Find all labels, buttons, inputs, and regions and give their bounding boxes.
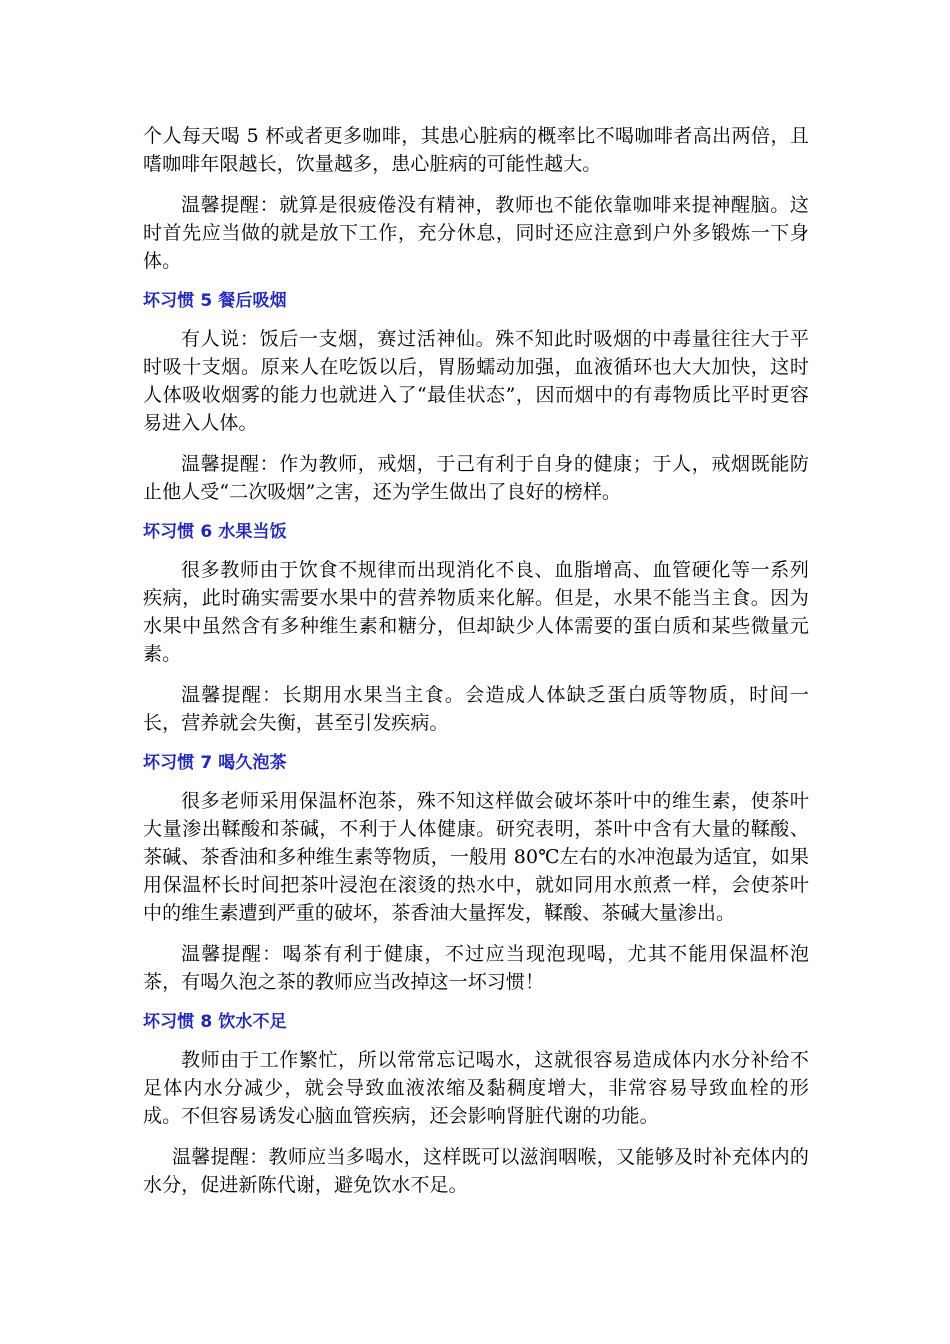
paragraph-smoking: 有人说：饭后一支烟，赛过活神仙。殊不知此时吸烟的中毒量往往大于平时吸十支烟。原来人在吃饭以后，胃肠蠕动加强，血液循环也大大加快，这时人体吸收烟雾的能力也就进入了“最佳状态”，因而烟中的有毒物质比平时更容易进入人体。 [143, 328, 809, 434]
tip-coffee: 温馨提醒：就算是很疲倦没有精神，教师也不能依靠咖啡来提神醒脑。这时首先应当做的就是放下工作，充分休息，同时还应注意到户外多锻炼一下身体。 [143, 194, 809, 272]
tip-smoking: 温馨提醒：作为教师，戒烟，于己有利于自身的健康；于人，戒烟既能防止他人受“二次吸烟”之害，还为学生做出了良好的榜样。 [143, 453, 809, 503]
paragraph-tea: 很多老师采用保温杯泡茶，殊不知这样做会破坏茶叶中的维生素，使茶叶大量渗出鞣酸和茶碱，不利于人体健康。研究表明，茶叶中含有大量的鞣酸、茶碱、茶香油和多种维生素等物质，一般用 80℃左右的水冲泡最为适宜，如果用保温杯长时间把茶叶浸泡在滚烫的热水中，就如同用水煎煮一样，会使茶叶中的维生素遭到严重的破坏，茶香油大量挥发，鞣酸、茶碱大量渗出。 [143, 790, 809, 924]
paragraph-coffee-risk: 个人每天喝 5 杯或者更多咖啡，其患心脏病的概率比不喝咖啡者高出两倍，且嗜咖啡年限越长，饮量越多，患心脏病的可能性越大。 [143, 125, 809, 175]
paragraph-water: 教师由于工作繁忙，所以常常忘记喝水，这就很容易造成体内水分补给不足体内水分减少，就会导致血液浓缩及黏稠度增大，非常容易导致血栓的形成。不但容易诱发心脑血管疾病，还会影响肾脏代谢的功能。 [143, 1049, 809, 1127]
heading-habit-5: 坏习惯 5 餐后吸烟 [143, 291, 287, 311]
article-body [143, 122, 809, 1212]
tip-water: 温馨提醒：教师应当多喝水，这样既可以滋润咽喉，又能够及时补充体内的水分，促进新陈代谢，避免饮水不足。 [143, 1146, 809, 1196]
heading-habit-7: 坏习惯 7 喝久泡茶 [143, 753, 287, 773]
tip-tea: 温馨提醒：喝茶有利于健康，不过应当现泡现喝，尤其不能用保温杯泡茶，有喝久泡之茶的教师应当改掉这一坏习惯！ [143, 943, 809, 993]
paragraph-fruit: 很多教师由于饮食不规律而出现消化不良、血脂增高、血管硬化等一系列疾病，此时确实需要水果中的营养物质来化解。但是，水果不能当主食。因为水果中虽然含有多种维生素和糖分，但却缺少人体需要的蛋白质和某些微量元素。 [143, 559, 809, 665]
heading-habit-6: 坏习惯 6 水果当饭 [143, 522, 287, 542]
heading-habit-8: 坏习惯 8 饮水不足 [143, 1012, 287, 1032]
tip-fruit: 温馨提醒：长期用水果当主食。会造成人体缺乏蛋白质等物质，时间一长，营养就会失衡，甚至引发疾病。 [143, 684, 809, 734]
